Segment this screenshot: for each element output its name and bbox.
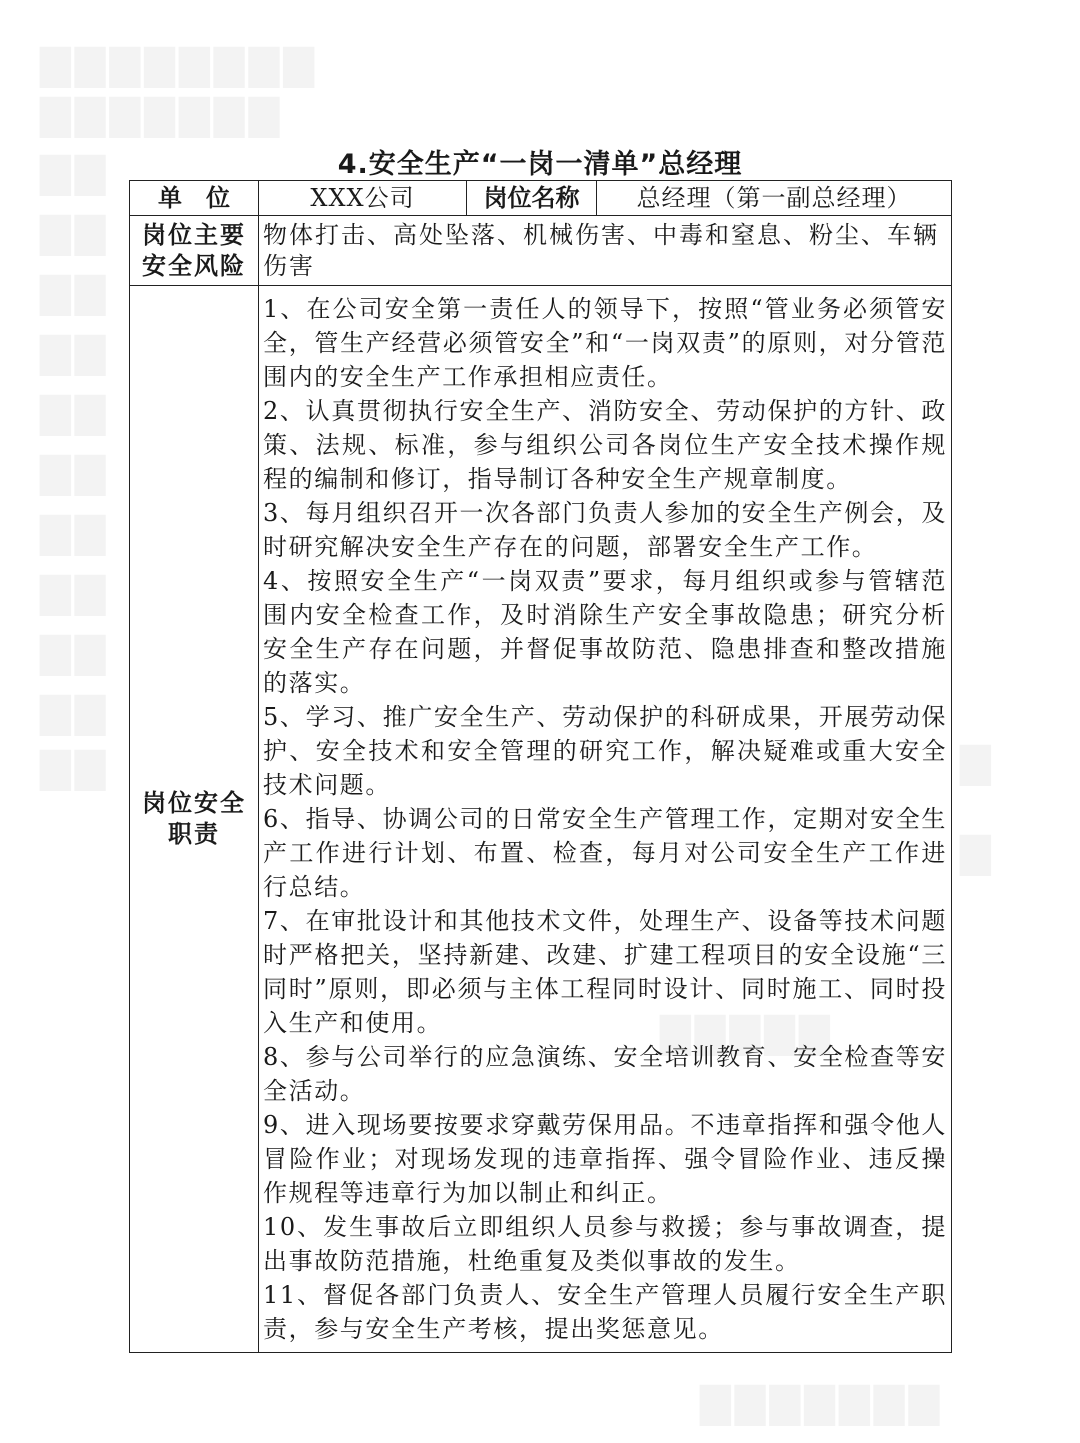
duty-item: 8、参与公司举行的应急演练、安全培训教育、安全检查等安全活动。	[263, 1043, 947, 1105]
duties-label	[130, 286, 259, 1353]
duty-table	[129, 180, 952, 1353]
position-label: 岗位名称	[467, 181, 597, 216]
risk-label-line2: 安全风险	[142, 251, 246, 280]
unit-label: 单 位	[130, 181, 259, 216]
duty-item: 9、进入现场要按要求穿戴劳保用品。不违章指挥和强令他人冒险作业；对现场发现的违章指挥、强令冒险作业、违反操作规程等违章行为加以制止和纠正。	[263, 1111, 947, 1207]
duties-label-line2: 职责	[168, 820, 220, 848]
duties-row	[130, 286, 952, 1353]
risk-label-line1: 岗位主要	[142, 220, 246, 249]
position-value: 总经理（第一副总经理）	[597, 181, 952, 216]
duty-item: 7、在审批设计和其他技术文件，处理生产、设备等技术问题时严格把关，坚持新建、改建、扩建工程项目的安全设施“三同时”原则，即必须与主体工程同时设计、同时施工、同时投入生产和使用。	[263, 907, 947, 1037]
document-title: 4.安全生产“一岗一清单”总经理	[337, 149, 743, 180]
unit-value: XXX公司	[259, 181, 467, 216]
duty-item: 6、指导、协调公司的日常安全生产管理工作，定期对安全生产工作进行计划、布置、检查，每月对公司安全生产工作进行总结。	[263, 805, 947, 901]
header-row	[130, 181, 952, 216]
duty-item: 4、按照安全生产“一岗双责”要求，每月组织或参与管辖范围内安全检查工作，及时消除生产安全事故隐患；研究分析安全生产存在问题，并督促事故防范、隐患排查和整改措施的落实。	[263, 567, 947, 697]
risk-row	[130, 216, 952, 286]
duty-item: 3、每月组织召开一次各部门负责人参加的安全生产例会，及时研究解决安全生产存在的问题，部署安全生产工作。	[263, 499, 947, 561]
duty-item: 10、发生事故后立即组织人员参与救援；参与事故调查，提出事故防范措施，杜绝重复及类似事故的发生。	[263, 1213, 947, 1275]
risk-label	[130, 216, 259, 286]
duty-item: 11、督促各部门负责人、安全生产管理人员履行安全生产职责，参与安全生产考核，提出奖惩意见。	[263, 1281, 947, 1343]
duty-item: 2、认真贯彻执行安全生产、消防安全、劳动保护的方针、政策、法规、标准，参与组织公司各岗位生产安全技术操作规程的编制和修订，指导制订各种安全生产规章制度。	[263, 397, 947, 493]
risk-text: 物体打击、高处坠落、机械伤害、中毒和窒息、粉尘、车辆伤害	[259, 216, 952, 286]
duty-item: 5、学习、推广安全生产、劳动保护的科研成果，开展劳动保护、安全技术和安全管理的研究工作，解决疑难或重大安全技术问题。	[263, 703, 947, 799]
duties-content	[259, 286, 952, 1353]
duty-item: 1、在公司安全第一责任人的领导下，按照“管业务必须管安全，管生产经营必须管安全”和“一岗双责”的原则，对分管范围内的安全生产工作承担相应责任。	[263, 295, 947, 391]
duties-label-line1: 岗位安全	[142, 789, 246, 817]
